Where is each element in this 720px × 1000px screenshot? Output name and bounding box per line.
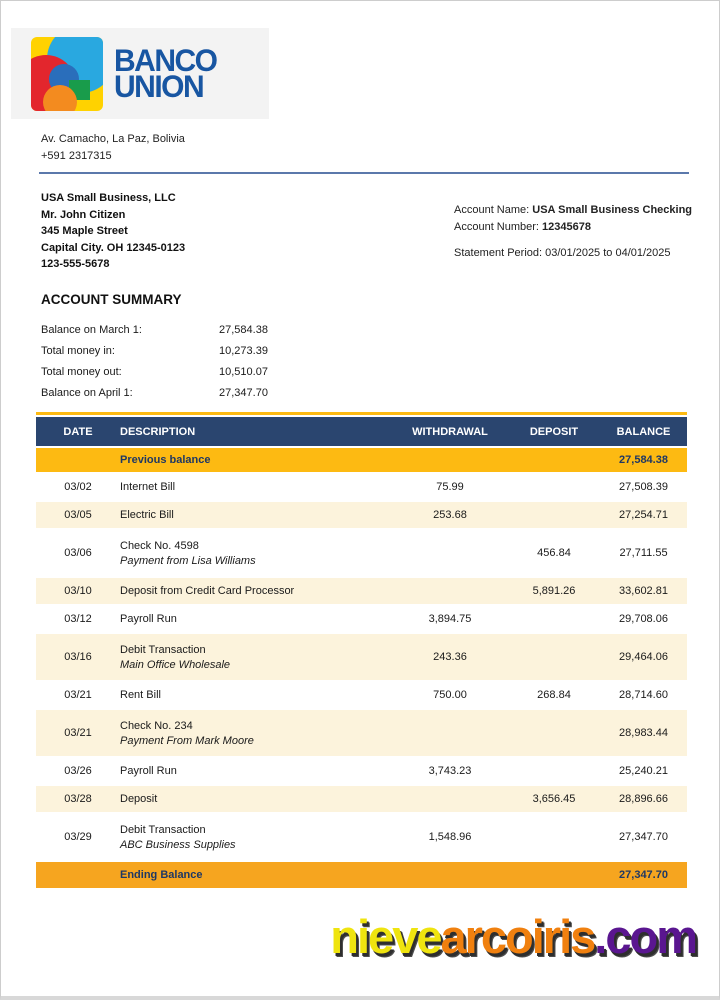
summary-row xyxy=(41,320,268,341)
transaction-description xyxy=(120,814,392,860)
header-divider-rule xyxy=(39,172,689,174)
transaction-description-detail: Main Office Wholesale xyxy=(120,658,231,671)
transaction-date: 03/06 xyxy=(36,530,120,576)
transaction-description-main: Payroll Run xyxy=(120,765,177,777)
account-name-line xyxy=(454,202,692,219)
header-deposit: DEPOSIT xyxy=(508,417,600,446)
transaction-withdrawal: 1,548.96 xyxy=(392,814,508,860)
transaction-balance: 28,714.60 xyxy=(600,682,687,708)
summary-label: Total money in: xyxy=(41,345,115,357)
ending-balance-withdrawal-cell xyxy=(392,862,508,888)
transaction-row xyxy=(36,786,687,812)
transaction-deposit xyxy=(508,814,600,860)
previous-balance-label: Previous balance xyxy=(120,448,392,472)
previous-balance-deposit-cell xyxy=(508,448,600,472)
summary-value: 27,584.38 xyxy=(219,324,268,336)
summary-label: Balance on April 1: xyxy=(41,387,133,399)
ending-balance-date-cell xyxy=(36,862,120,888)
header-description: DESCRIPTION xyxy=(120,417,392,446)
banco-union-logo-icon xyxy=(31,37,103,111)
transaction-withdrawal: 75.99 xyxy=(392,474,508,500)
transaction-deposit xyxy=(508,710,600,756)
account-info-block xyxy=(454,202,692,262)
transaction-description xyxy=(120,758,392,784)
transaction-withdrawal: 253.68 xyxy=(392,502,508,528)
transaction-description-main: Deposit xyxy=(120,793,158,805)
account-name-value: USA Small Business Checking xyxy=(532,204,693,216)
ending-balance-amount: 27,347.70 xyxy=(600,862,687,888)
transaction-description-main: Electric Bill xyxy=(120,509,174,521)
transaction-balance: 27,711.55 xyxy=(600,530,687,576)
previous-balance-withdrawal-cell xyxy=(392,448,508,472)
transaction-withdrawal xyxy=(392,578,508,604)
transaction-row xyxy=(36,682,687,708)
transaction-description-main: Check No. 4598 xyxy=(120,539,199,552)
transaction-description-main: Payroll Run xyxy=(120,613,177,625)
transaction-balance: 29,464.06 xyxy=(600,634,687,680)
transaction-description-main: Deposit from Credit Card Processor xyxy=(120,585,295,597)
transaction-description xyxy=(120,682,392,708)
bank-contact-block xyxy=(41,131,185,165)
transaction-date: 03/29 xyxy=(36,814,120,860)
transaction-row xyxy=(36,758,687,784)
summary-row xyxy=(41,383,268,404)
transaction-row xyxy=(36,578,687,604)
transaction-deposit xyxy=(508,502,600,528)
bank-logo-wordmark xyxy=(114,43,217,104)
transaction-balance: 28,983.44 xyxy=(600,710,687,756)
customer-address-line: Mr. John Citizen xyxy=(41,208,126,221)
transaction-withdrawal: 750.00 xyxy=(392,682,508,708)
account-summary-section xyxy=(41,292,268,404)
transaction-date: 03/26 xyxy=(36,758,120,784)
transaction-balance: 27,254.71 xyxy=(600,502,687,528)
customer-address-line: 345 Maple Street xyxy=(41,225,128,237)
transaction-deposit: 5,891.26 xyxy=(508,578,600,604)
transaction-date: 03/02 xyxy=(36,474,120,500)
transaction-row xyxy=(36,530,687,576)
transaction-balance: 25,240.21 xyxy=(600,758,687,784)
transaction-row xyxy=(36,710,687,756)
previous-balance-row xyxy=(36,448,687,472)
statement-period-label: Statement Period: xyxy=(454,247,543,259)
transaction-withdrawal: 3,743.23 xyxy=(392,758,508,784)
bank-phone: +591 2317315 xyxy=(41,150,112,162)
transaction-description xyxy=(120,710,392,756)
transaction-description xyxy=(120,606,392,632)
account-number-value: 12345678 xyxy=(542,221,591,233)
table-header-row xyxy=(36,417,687,446)
watermark-part3: .com xyxy=(594,910,696,963)
transaction-description xyxy=(120,530,392,576)
header-balance: BALANCE xyxy=(600,417,687,446)
transaction-row xyxy=(36,606,687,632)
transaction-deposit xyxy=(508,606,600,632)
account-number-label: Account Number: xyxy=(454,221,539,233)
bank-address: Av. Camacho, La Paz, Bolivia xyxy=(41,133,185,145)
transaction-description-main: Rent Bill xyxy=(120,689,161,701)
transaction-description-detail: Payment From Mark Moore xyxy=(120,734,254,747)
transaction-date: 03/10 xyxy=(36,578,120,604)
transaction-description-main: Debit Transaction xyxy=(120,643,206,656)
transaction-balance: 33,602.81 xyxy=(600,578,687,604)
transaction-deposit xyxy=(508,758,600,784)
watermark-part2: arcoiris xyxy=(440,910,595,963)
transaction-description-main: Debit Transaction xyxy=(120,823,206,836)
transaction-description-detail: Payment from Lisa Williams xyxy=(120,554,256,567)
summary-label: Total money out: xyxy=(41,366,122,378)
ending-balance-label: Ending Balance xyxy=(120,862,392,888)
summary-value: 10,273.39 xyxy=(219,345,268,357)
watermark-part1: nieve xyxy=(330,910,441,963)
transaction-date: 03/21 xyxy=(36,710,120,756)
ending-balance-row xyxy=(36,862,687,888)
customer-address-block xyxy=(41,190,185,273)
summary-row xyxy=(41,341,268,362)
transaction-description xyxy=(120,502,392,528)
transaction-description xyxy=(120,634,392,680)
account-summary-title: ACCOUNT SUMMARY xyxy=(41,292,182,307)
transaction-description-main: Check No. 234 xyxy=(120,719,193,732)
customer-address-line: USA Small Business, LLC xyxy=(41,192,176,204)
transaction-date: 03/21 xyxy=(36,682,120,708)
bank-name-line2: UNION xyxy=(114,69,204,104)
transaction-balance: 27,508.39 xyxy=(600,474,687,500)
summary-value: 10,510.07 xyxy=(219,366,268,378)
ending-balance-deposit-cell xyxy=(508,862,600,888)
transaction-withdrawal xyxy=(392,530,508,576)
transaction-balance: 28,896.66 xyxy=(600,786,687,812)
transaction-date: 03/05 xyxy=(36,502,120,528)
transactions-table xyxy=(36,412,687,890)
transaction-description xyxy=(120,474,392,500)
transaction-description xyxy=(120,786,392,812)
account-number-line xyxy=(454,219,692,236)
header-withdrawal: WITHDRAWAL xyxy=(392,417,508,446)
transaction-date: 03/16 xyxy=(36,634,120,680)
transaction-withdrawal xyxy=(392,710,508,756)
transaction-row xyxy=(36,474,687,500)
statement-period-line xyxy=(454,245,692,262)
bank-name-line1: BANCO xyxy=(114,43,217,78)
transaction-row xyxy=(36,502,687,528)
watermark-nievearcoiris xyxy=(330,909,696,964)
summary-label: Balance on March 1: xyxy=(41,324,142,336)
account-summary-rows xyxy=(41,320,268,404)
previous-balance-date-cell xyxy=(36,448,120,472)
transaction-row xyxy=(36,814,687,860)
transaction-deposit: 456.84 xyxy=(508,530,600,576)
transaction-description-detail: ABC Business Supplies xyxy=(120,838,236,851)
customer-address-line: Capital City. OH 12345-0123 xyxy=(41,241,186,254)
summary-row xyxy=(41,362,268,383)
header-date: DATE xyxy=(36,417,120,446)
transaction-deposit xyxy=(508,634,600,680)
transaction-date: 03/28 xyxy=(36,786,120,812)
previous-balance-amount: 27,584.38 xyxy=(600,448,687,472)
transaction-deposit xyxy=(508,474,600,500)
transaction-row xyxy=(36,634,687,680)
transaction-withdrawal: 3,894.75 xyxy=(392,606,508,632)
transaction-date: 03/12 xyxy=(36,606,120,632)
transaction-description-main: Internet Bill xyxy=(120,481,176,493)
transaction-balance: 29,708.06 xyxy=(600,606,687,632)
transaction-withdrawal xyxy=(392,786,508,812)
transaction-description xyxy=(120,578,392,604)
customer-address-line: 123-555-5678 xyxy=(41,258,110,270)
summary-value: 27,347.70 xyxy=(219,387,268,399)
transaction-deposit: 268.84 xyxy=(508,682,600,708)
transaction-balance: 27,347.70 xyxy=(600,814,687,860)
statement-period-value: 03/01/2025 to 04/01/2025 xyxy=(545,247,671,259)
bank-logo-panel xyxy=(11,28,269,119)
transaction-deposit: 3,656.45 xyxy=(508,786,600,812)
account-name-label: Account Name: xyxy=(454,204,530,216)
transaction-withdrawal: 243.36 xyxy=(392,634,508,680)
